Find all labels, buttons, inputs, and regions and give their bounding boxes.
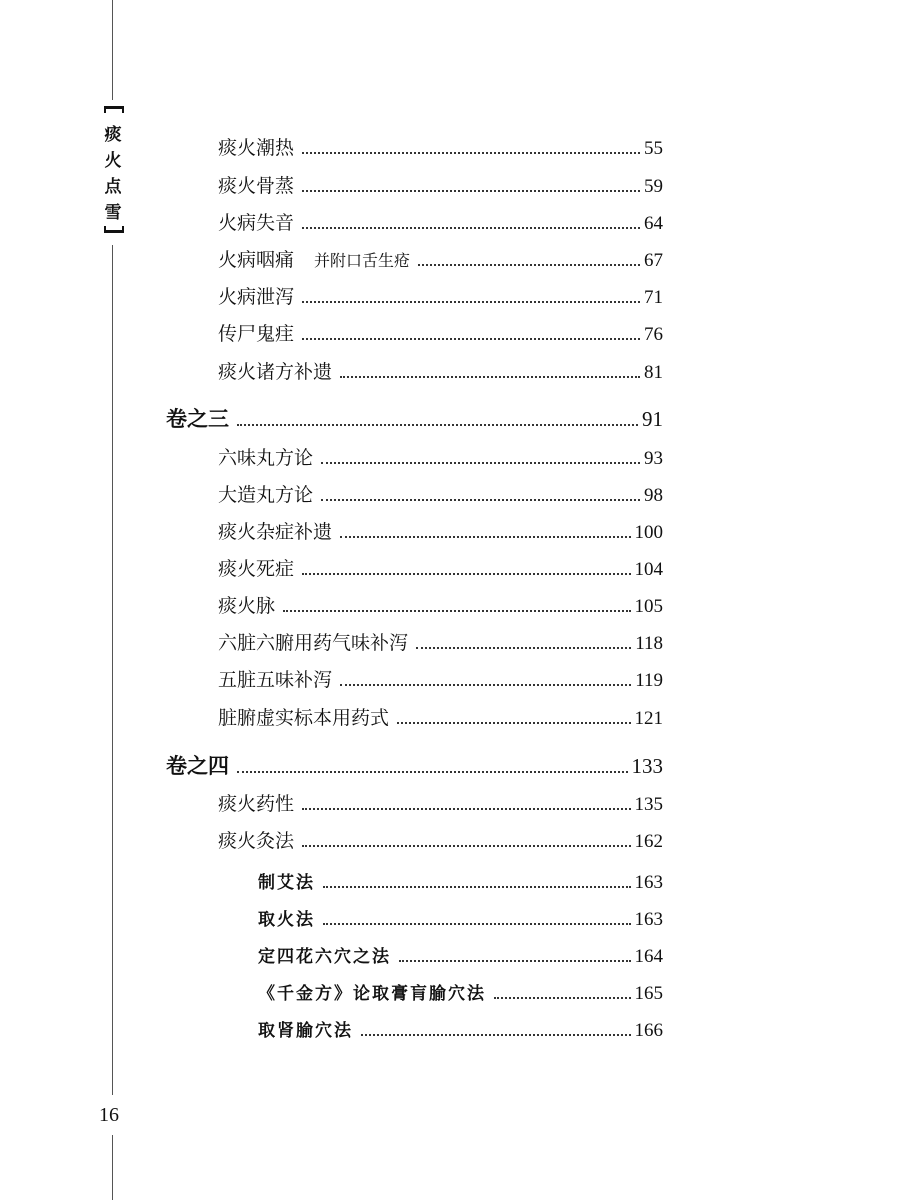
toc-entry-title: 火病泄泻 <box>218 286 295 308</box>
toc-entry-title: 痰火潮热 <box>218 137 295 159</box>
toc-entry-page: 98 <box>644 485 663 506</box>
toc-entry-page: 165 <box>634 983 663 1004</box>
toc-entry-page: 104 <box>634 559 663 580</box>
toc-entry-page: 163 <box>634 872 663 893</box>
toc-entry-page: 76 <box>644 324 663 345</box>
toc-entry[interactable] <box>218 554 663 581</box>
dot-leader <box>340 683 631 686</box>
dot-leader <box>302 151 640 154</box>
toc-entry[interactable] <box>218 628 663 655</box>
toc-entry[interactable] <box>218 319 663 346</box>
dot-leader <box>283 609 630 612</box>
dot-leader <box>302 572 630 575</box>
bracket-bottom-icon <box>104 226 124 233</box>
toc-entry-page: 71 <box>644 287 663 308</box>
dot-leader <box>321 461 640 464</box>
toc-entry[interactable] <box>258 942 663 968</box>
toc-entry[interactable] <box>218 282 663 309</box>
toc-entry-page: 100 <box>634 522 663 543</box>
toc-entry-title: 大造丸方论 <box>218 484 314 506</box>
toc-entry-page: 163 <box>634 909 663 930</box>
dot-leader <box>397 721 630 724</box>
toc-entry-page: 119 <box>635 670 663 691</box>
dot-leader <box>302 189 640 192</box>
dot-leader <box>323 885 631 888</box>
toc-entry-title: 取火法 <box>258 910 315 930</box>
toc-entry-title: 火病失音 <box>218 212 295 234</box>
toc-entry[interactable] <box>218 480 663 507</box>
toc-entry-title: 六脏六腑用药气味补泻 <box>218 632 409 654</box>
toc-entry-page: 118 <box>635 633 663 654</box>
dot-leader <box>323 922 631 925</box>
toc-entry-title: 痰火杂症补遗 <box>218 521 333 543</box>
toc-volume-entry[interactable] <box>166 750 663 780</box>
toc-entry-title: 制艾法 <box>258 873 315 893</box>
toc-entry-title: 卷之三 <box>166 406 229 431</box>
toc-entry-page: 91 <box>642 407 663 431</box>
toc-entry[interactable] <box>218 208 663 235</box>
toc-entry-page: 133 <box>631 754 663 778</box>
dot-leader <box>399 959 631 962</box>
dot-leader <box>302 844 630 847</box>
toc-entry-title: 传尸鬼疰 <box>218 323 295 345</box>
toc-entry-page: 135 <box>634 794 663 815</box>
toc-entry-title: 痰火药性 <box>218 793 295 815</box>
toc-volume-entry[interactable] <box>166 403 663 433</box>
toc-entry-title: 痰火脉 <box>218 595 276 617</box>
divider-line <box>112 0 113 100</box>
toc-entry[interactable] <box>218 826 663 853</box>
toc-entry-title: 痰火骨蒸 <box>218 175 295 197</box>
toc-entry-page: 59 <box>644 176 663 197</box>
toc-entry-title: 火病咽痛 <box>218 249 295 271</box>
dot-leader <box>302 226 640 229</box>
toc-entry-page: 121 <box>634 708 663 729</box>
dot-leader <box>418 263 640 266</box>
dot-leader <box>237 770 628 773</box>
dot-leader <box>361 1033 631 1036</box>
toc-entry[interactable] <box>218 357 663 384</box>
toc-entry-page: 162 <box>634 831 663 852</box>
toc-entry-page: 67 <box>644 250 663 271</box>
divider-line <box>112 1135 113 1200</box>
toc-entry-page: 93 <box>644 448 663 469</box>
toc-entry[interactable] <box>218 789 663 816</box>
dot-leader <box>340 375 640 378</box>
bracket-top-icon <box>104 106 124 113</box>
dot-leader <box>237 423 638 426</box>
toc-entry[interactable] <box>258 868 663 894</box>
toc-entry-page: 81 <box>644 362 663 383</box>
dot-leader <box>340 535 630 538</box>
divider-line <box>112 245 113 1095</box>
dot-leader <box>302 300 640 303</box>
toc-entry-title: 痰火灸法 <box>218 830 295 852</box>
page-number: 16 <box>99 1104 119 1126</box>
toc-entry[interactable] <box>258 905 663 931</box>
running-title-char: 雪 <box>104 203 122 223</box>
running-title-char: 痰 <box>104 125 122 145</box>
dot-leader <box>302 807 630 810</box>
toc-entry-title: 卷之四 <box>166 753 229 778</box>
toc-entry-page: 55 <box>644 138 663 159</box>
toc-entry[interactable] <box>218 133 663 160</box>
toc-entry[interactable] <box>258 979 663 1005</box>
toc-entry[interactable] <box>218 703 663 730</box>
toc-entry-title: 五脏五味补泻 <box>218 669 333 691</box>
toc-entry[interactable] <box>218 171 663 198</box>
toc-entry[interactable] <box>218 665 663 692</box>
toc-entry-page: 166 <box>634 1020 663 1041</box>
toc-entry-page: 164 <box>634 946 663 967</box>
toc-entry-page: 64 <box>644 213 663 234</box>
toc-entry[interactable] <box>258 1016 663 1042</box>
toc-entry-title: 脏腑虚实标本用药式 <box>218 707 390 729</box>
toc-entry[interactable] <box>218 245 663 272</box>
running-title-char: 火 <box>104 151 122 171</box>
running-title <box>102 122 124 226</box>
running-title-char: 点 <box>104 177 122 197</box>
toc-entry-title: 定四花六穴之法 <box>258 947 391 967</box>
toc-entry-title: 痰火死症 <box>218 558 295 580</box>
toc-entry-subtitle: 并附口舌生疮 <box>314 251 411 270</box>
toc-entry[interactable] <box>218 443 663 470</box>
toc-entry-title: 痰火诸方补遗 <box>218 361 333 383</box>
toc-entry-title: 六味丸方论 <box>218 447 314 469</box>
dot-leader <box>416 646 631 649</box>
toc-entry-title: 取肾腧穴法 <box>258 1021 353 1041</box>
toc-entry-page: 105 <box>634 596 663 617</box>
dot-leader <box>302 337 640 340</box>
toc-entry[interactable] <box>218 591 663 618</box>
dot-leader <box>494 996 631 999</box>
toc-entry-title: 《千金方》论取膏肓腧穴法 <box>258 984 486 1004</box>
toc-entry[interactable] <box>218 517 663 544</box>
dot-leader <box>321 498 640 501</box>
